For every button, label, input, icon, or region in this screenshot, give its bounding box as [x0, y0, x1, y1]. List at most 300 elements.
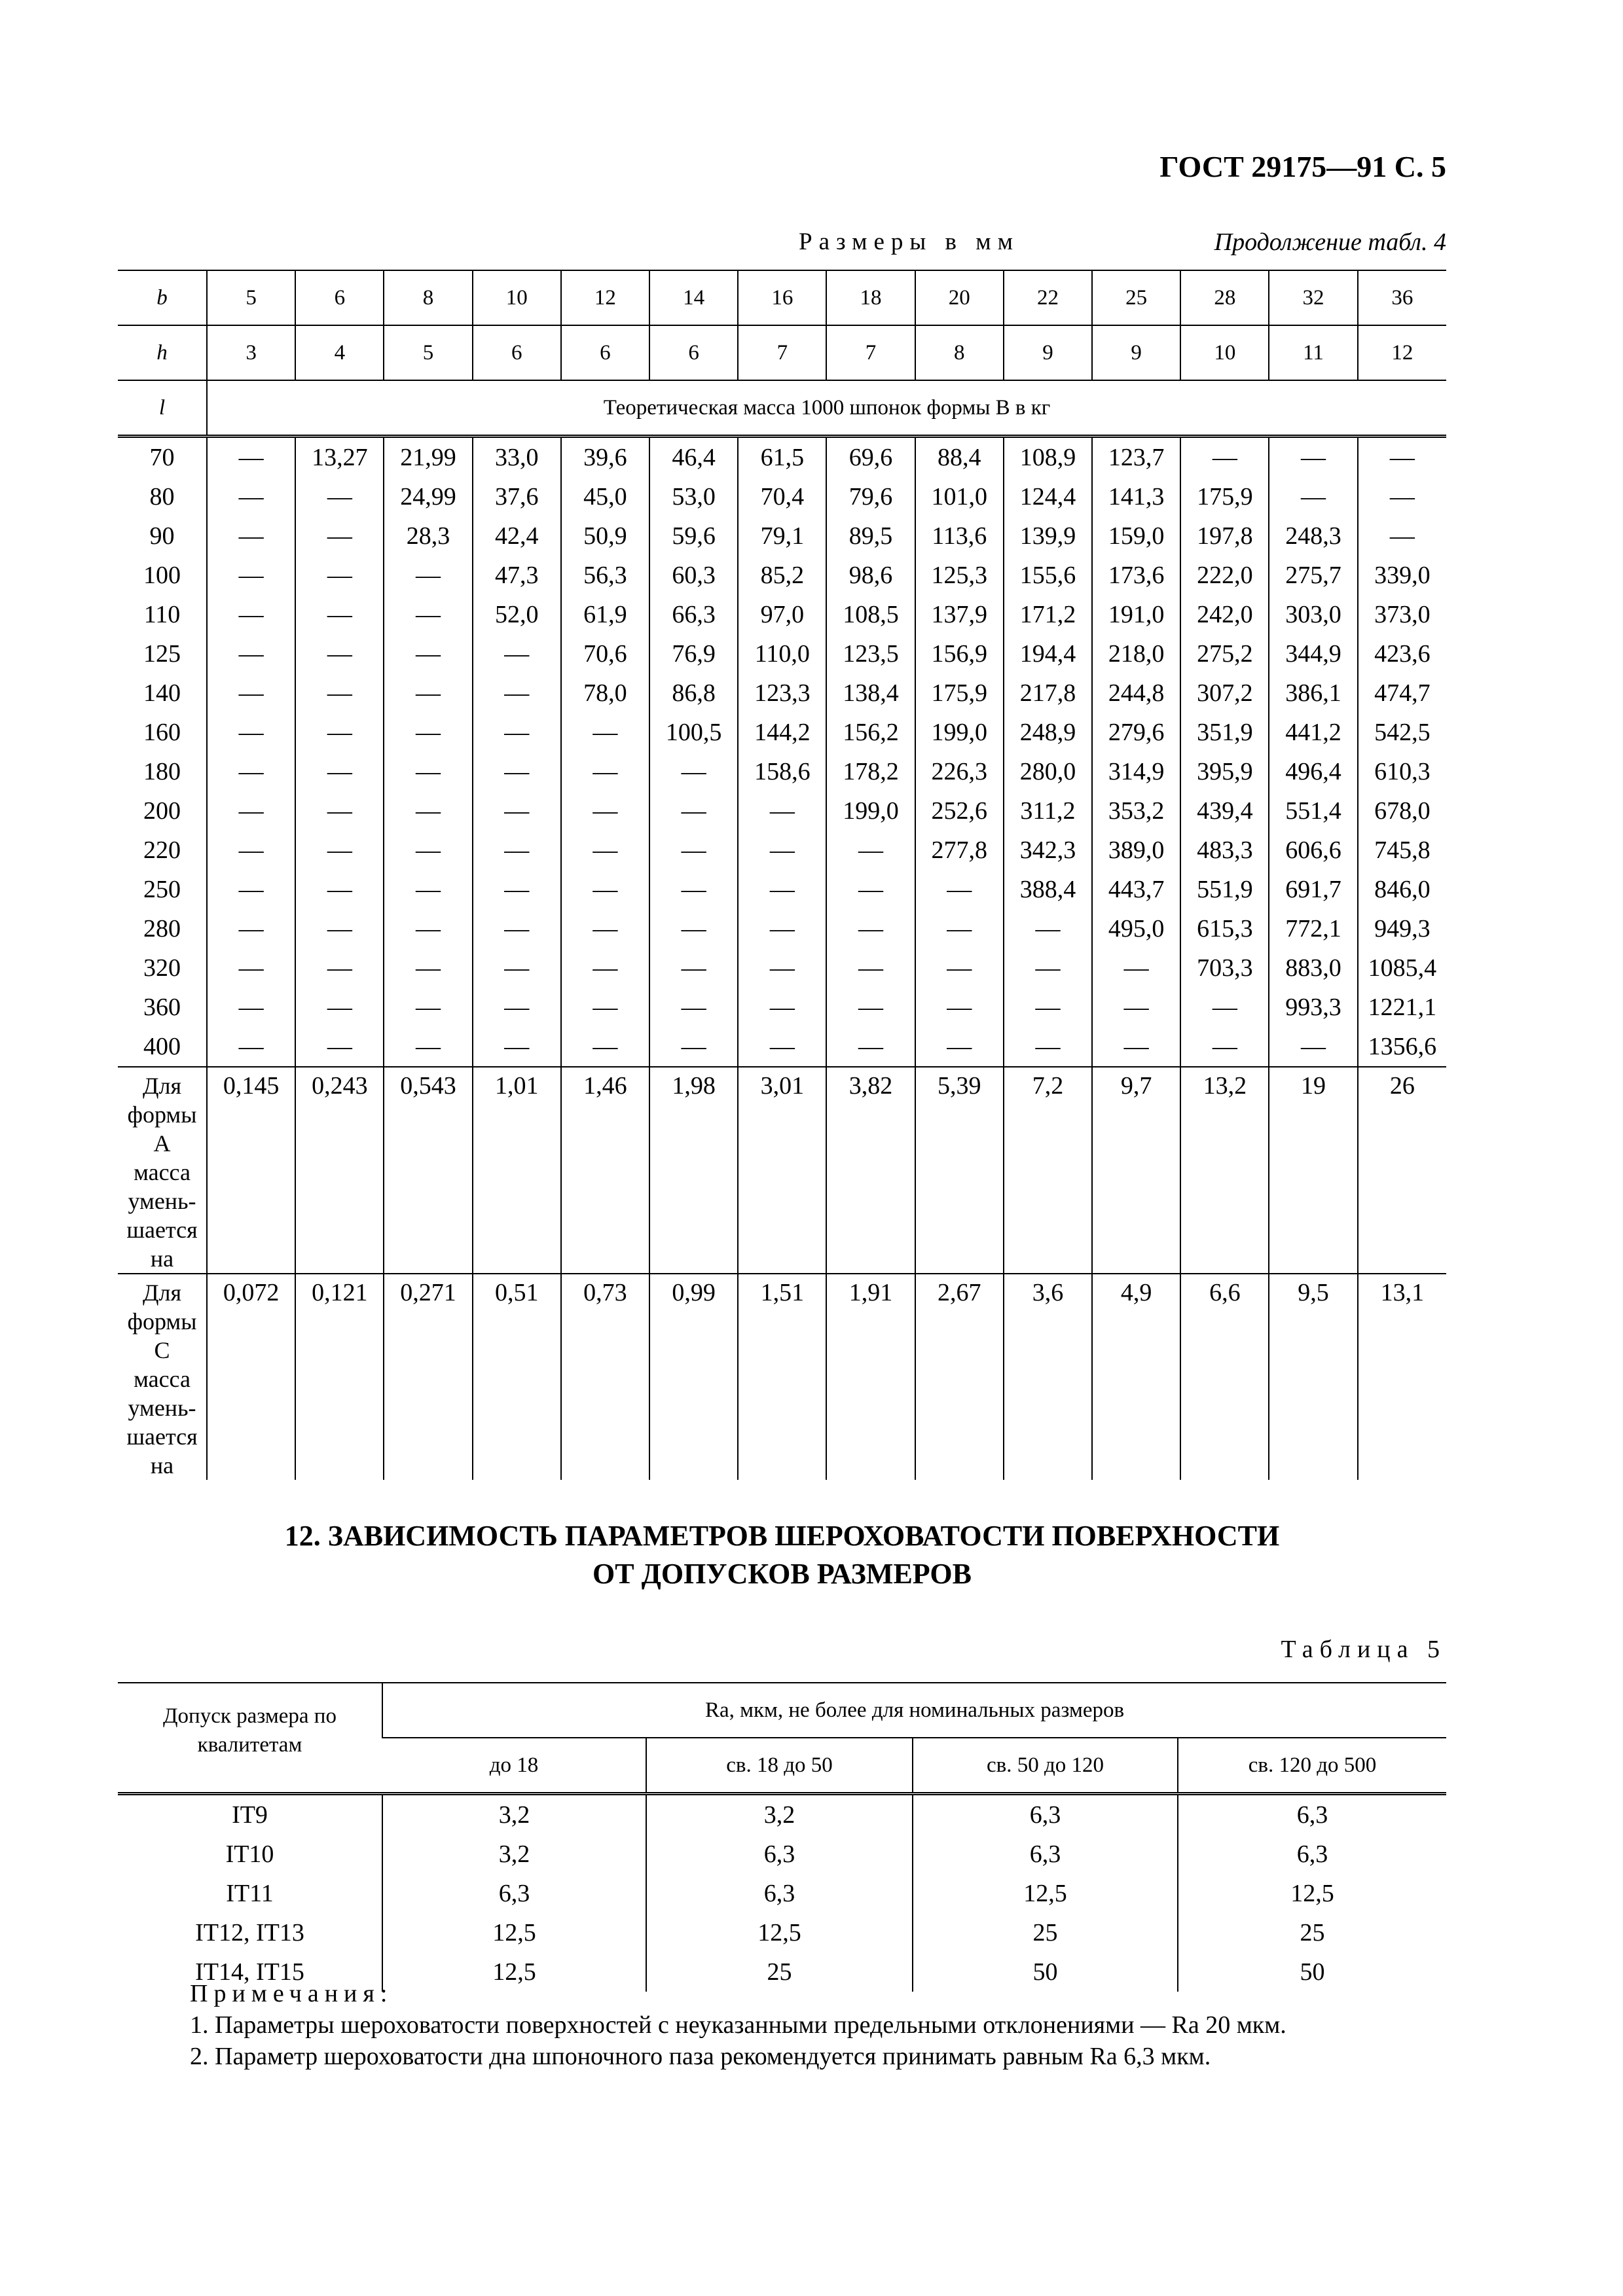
ra-value: 25 [646, 1952, 913, 1992]
h-value: 5 [384, 325, 472, 380]
mass-value: — [473, 988, 561, 1027]
l-value: 180 [143, 758, 181, 785]
mass-value: 389,0 [1092, 831, 1180, 870]
size-range-header: св. 18 до 50 [646, 1738, 913, 1794]
mass-value: — [826, 988, 915, 1027]
b-value: 12 [561, 270, 649, 325]
reduction-a-value: 13,2 [1180, 1067, 1269, 1274]
reduction-a-value: 1,98 [649, 1067, 738, 1274]
mass-value: 144,2 [738, 713, 826, 752]
mass-value: 13,27 [295, 437, 384, 478]
mass-value: 218,0 [1092, 634, 1180, 673]
table4-units: Размеры в мм [799, 228, 1020, 255]
ra-value: 50 [1178, 1952, 1446, 1992]
b-value: 18 [826, 270, 915, 325]
table-row [118, 595, 1446, 634]
mass-value: 351,9 [1180, 713, 1269, 752]
reduction-c-value: 13,1 [1358, 1274, 1446, 1480]
mass-value: 993,3 [1269, 988, 1357, 1027]
reduction-c-value: 0,51 [473, 1274, 561, 1480]
table4 [118, 270, 1446, 1480]
h-value: 6 [561, 325, 649, 380]
table4-body [118, 270, 1446, 1480]
mass-value: 606,6 [1269, 831, 1357, 870]
l-value: 140 [143, 679, 181, 707]
mass-value: — [561, 1027, 649, 1067]
mass-value: — [738, 988, 826, 1027]
mass-value: 101,0 [915, 477, 1004, 516]
tolerance-grade: IT11 [226, 1880, 274, 1907]
mass-value: — [649, 1027, 738, 1067]
mass-value: 303,0 [1269, 595, 1357, 634]
table4-continuation: Продолжение табл. 4 [1214, 228, 1446, 256]
mass-value: — [207, 477, 295, 516]
h-header-row [118, 325, 1446, 380]
section-title-line1: 12. ЗАВИСИМОСТЬ ПАРАМЕТРОВ ШЕРОХОВАТОСТИ ПОВЕРХНОСТИ [284, 1520, 1280, 1552]
mass-value: 158,6 [738, 752, 826, 791]
mass-value: — [473, 1027, 561, 1067]
table-row [118, 870, 1446, 909]
mass-value: — [295, 870, 384, 909]
mass-value: 314,9 [1092, 752, 1180, 791]
mass-value: — [561, 909, 649, 948]
mass-value: — [1358, 437, 1446, 478]
mass-value: — [473, 634, 561, 673]
mass-value: — [826, 948, 915, 988]
table-row [118, 713, 1446, 752]
mass-value: — [295, 752, 384, 791]
mass-value: 156,9 [915, 634, 1004, 673]
mass-value: 100,5 [649, 713, 738, 752]
mass-value: 159,0 [1092, 516, 1180, 556]
mass-value: 123,5 [826, 634, 915, 673]
l-value: 360 [143, 994, 181, 1021]
reduction-a-label: Для формы A масса умень- шается на [118, 1067, 207, 1274]
h-value: 8 [915, 325, 1004, 380]
mass-value: — [561, 948, 649, 988]
h-value: 7 [738, 325, 826, 380]
mass-value: — [649, 752, 738, 791]
mass-value: — [207, 595, 295, 634]
mass-title-row [118, 380, 1446, 437]
mass-value: — [915, 909, 1004, 948]
b-value: 25 [1092, 270, 1180, 325]
mass-value: — [473, 673, 561, 713]
ra-value: 25 [913, 1913, 1178, 1952]
mass-value: — [384, 713, 472, 752]
size-range-header: св. 120 до 500 [1178, 1738, 1446, 1794]
table-row [118, 988, 1446, 1027]
mass-value: — [826, 1027, 915, 1067]
reduction-c-value: 1,91 [826, 1274, 915, 1480]
table-row [118, 1874, 1446, 1913]
h-value: 10 [1180, 325, 1269, 380]
b-value: 14 [649, 270, 738, 325]
mass-value: — [649, 988, 738, 1027]
mass-value: 191,0 [1092, 595, 1180, 634]
b-value: 16 [738, 270, 826, 325]
mass-value: 173,6 [1092, 556, 1180, 595]
mass-value: 222,0 [1180, 556, 1269, 595]
mass-value: 125,3 [915, 556, 1004, 595]
mass-value: — [384, 595, 472, 634]
mass-value: — [384, 634, 472, 673]
mass-value: 883,0 [1269, 948, 1357, 988]
size-range-header: св. 50 до 120 [913, 1738, 1178, 1794]
note-2: 2. Параметр шероховатости дна шпоночного паза рекомендуется принимать равным Ra 6,3 мкм. [190, 2043, 1211, 2070]
mass-value: 50,9 [561, 516, 649, 556]
l-value: 125 [143, 640, 181, 668]
reduction-c-value: 9,5 [1269, 1274, 1357, 1480]
h-value: 11 [1269, 325, 1357, 380]
mass-value: — [207, 870, 295, 909]
mass-value: — [1180, 1027, 1269, 1067]
mass-value: 280,0 [1004, 752, 1092, 791]
table-row [118, 791, 1446, 831]
mass-value: — [738, 948, 826, 988]
mass-value: — [295, 595, 384, 634]
h-value: 9 [1092, 325, 1180, 380]
section-title-line2: ОТ ДОПУСКОВ РАЗМЕРОВ [593, 1558, 972, 1590]
table-row [118, 437, 1446, 478]
mass-value: — [1004, 988, 1092, 1027]
l-value: 80 [149, 483, 175, 511]
mass-value: 28,3 [384, 516, 472, 556]
mass-value: 79,6 [826, 477, 915, 516]
note-1: 1. Параметры шероховатости поверхностей с неуказанными предельными отклонениями — Ra 20 мкм. [190, 2011, 1286, 2039]
reduction-c-label: Для формы C масса умень- шается на [118, 1274, 207, 1480]
mass-value: — [649, 831, 738, 870]
mass-value: — [384, 831, 472, 870]
reduction-a-value: 0,243 [295, 1067, 384, 1274]
mass-value: — [207, 556, 295, 595]
mass-value: 42,4 [473, 516, 561, 556]
mass-value: — [649, 870, 738, 909]
b-value: 8 [384, 270, 472, 325]
mass-value: — [1092, 1027, 1180, 1067]
mass-value: 76,9 [649, 634, 738, 673]
b-value: 22 [1004, 270, 1092, 325]
l-value: 200 [143, 797, 181, 825]
mass-value: 141,3 [1092, 477, 1180, 516]
mass-value: — [473, 948, 561, 988]
mass-value: 61,9 [561, 595, 649, 634]
mass-value: — [915, 948, 1004, 988]
mass-value: — [738, 909, 826, 948]
mass-value: 37,6 [473, 477, 561, 516]
b-value: 10 [473, 270, 561, 325]
mass-value: 495,0 [1092, 909, 1180, 948]
mass-value: 610,3 [1358, 752, 1446, 791]
ra-value: 6,3 [382, 1874, 646, 1913]
mass-value: 88,4 [915, 437, 1004, 478]
table-row [118, 516, 1446, 556]
mass-value: 344,9 [1269, 634, 1357, 673]
mass-value: — [295, 477, 384, 516]
mass-value: 110,0 [738, 634, 826, 673]
mass-value: 178,2 [826, 752, 915, 791]
reduction-c-value: 0,73 [561, 1274, 649, 1480]
mass-value: 1221,1 [1358, 988, 1446, 1027]
table5-label: Таблица 5 [1281, 1636, 1446, 1663]
mass-value: — [1269, 1027, 1357, 1067]
ra-value: 3,2 [646, 1794, 913, 1835]
mass-value: — [561, 870, 649, 909]
mass-value: 97,0 [738, 595, 826, 634]
mass-value: 175,9 [915, 673, 1004, 713]
mass-value: — [561, 752, 649, 791]
mass-value: — [207, 752, 295, 791]
mass-value: 242,0 [1180, 595, 1269, 634]
mass-value: — [207, 713, 295, 752]
mass-value: 199,0 [826, 791, 915, 831]
mass-value: — [295, 1027, 384, 1067]
l-value: 110 [143, 601, 181, 628]
mass-title: Теоретическая масса 1000 шпонок формы В в кг [207, 380, 1446, 437]
mass-value: — [207, 948, 295, 988]
mass-value: 439,4 [1180, 791, 1269, 831]
ra-value: 6,3 [1178, 1794, 1446, 1835]
mass-value: 386,1 [1269, 673, 1357, 713]
mass-value: — [1269, 437, 1357, 478]
mass-value: — [915, 1027, 1004, 1067]
ra-value: 12,5 [646, 1913, 913, 1952]
mass-value: 275,2 [1180, 634, 1269, 673]
tolerance-grade: IT9 [232, 1801, 268, 1829]
mass-value: — [1180, 437, 1269, 478]
l-value: 90 [149, 522, 175, 550]
mass-value: — [1269, 477, 1357, 516]
mass-value: 108,9 [1004, 437, 1092, 478]
reduction-c-value: 6,6 [1180, 1274, 1269, 1480]
mass-value: 56,3 [561, 556, 649, 595]
reduction-a-value: 3,82 [826, 1067, 915, 1274]
reduction-c-value: 0,99 [649, 1274, 738, 1480]
mass-value: — [738, 870, 826, 909]
mass-value: 248,3 [1269, 516, 1357, 556]
mass-value: 199,0 [915, 713, 1004, 752]
mass-value: 373,0 [1358, 595, 1446, 634]
mass-value: 1356,6 [1358, 1027, 1446, 1067]
reduction-c-row [118, 1274, 1446, 1480]
table5 [118, 1682, 1446, 1992]
ra-value: 6,3 [1178, 1835, 1446, 1874]
mass-value: — [207, 634, 295, 673]
mass-value: 244,8 [1092, 673, 1180, 713]
mass-value: 113,6 [915, 516, 1004, 556]
mass-value: 53,0 [649, 477, 738, 516]
mass-value: 108,5 [826, 595, 915, 634]
mass-value: — [561, 713, 649, 752]
mass-value: — [473, 752, 561, 791]
mass-value: — [1358, 477, 1446, 516]
size-range-header: до 18 [382, 1738, 646, 1794]
reduction-a-value: 0,145 [207, 1067, 295, 1274]
mass-value: 226,3 [915, 752, 1004, 791]
notes-title: Примечания: [190, 1980, 393, 2007]
mass-value: — [826, 909, 915, 948]
tolerance-grade: IT12, IT13 [195, 1919, 304, 1946]
l-label: l [118, 380, 207, 437]
mass-value: 474,7 [1358, 673, 1446, 713]
mass-value: 124,4 [1004, 477, 1092, 516]
reduction-c-value: 2,67 [915, 1274, 1004, 1480]
mass-value: 703,3 [1180, 948, 1269, 988]
mass-value: — [1004, 1027, 1092, 1067]
mass-value: 275,7 [1269, 556, 1357, 595]
mass-value: — [1004, 909, 1092, 948]
b-value: 28 [1180, 270, 1269, 325]
mass-value: 70,6 [561, 634, 649, 673]
table-row [118, 1794, 1446, 1835]
mass-value: — [295, 516, 384, 556]
mass-value: — [826, 870, 915, 909]
mass-value: 551,4 [1269, 791, 1357, 831]
ra-value: 6,3 [913, 1794, 1178, 1835]
mass-value: 353,2 [1092, 791, 1180, 831]
mass-value: — [915, 870, 1004, 909]
table4-caption [118, 228, 1446, 260]
b-value: 6 [295, 270, 384, 325]
l-value: 280 [143, 915, 181, 942]
mass-value: 1085,4 [1358, 948, 1446, 988]
tolerance-grade: IT14, IT15 [195, 1958, 304, 1986]
ra-group-header: Ra, мкм, не более для номинальных размеров [382, 1683, 1446, 1738]
mass-value: — [295, 556, 384, 595]
mass-value: — [384, 988, 472, 1027]
h-value: 4 [295, 325, 384, 380]
mass-value: 70,4 [738, 477, 826, 516]
mass-value: 252,6 [915, 791, 1004, 831]
mass-value: — [384, 791, 472, 831]
b-value: 5 [207, 270, 295, 325]
mass-value: — [738, 831, 826, 870]
mass-value: — [649, 909, 738, 948]
reduction-c-value: 3,6 [1004, 1274, 1092, 1480]
table-row [118, 1835, 1446, 1874]
mass-value: 85,2 [738, 556, 826, 595]
mass-value: — [1358, 516, 1446, 556]
notes [190, 1978, 1286, 2072]
mass-value: 678,0 [1358, 791, 1446, 831]
mass-value: — [1092, 988, 1180, 1027]
table-row [118, 948, 1446, 988]
mass-value: 443,7 [1092, 870, 1180, 909]
mass-value: 61,5 [738, 437, 826, 478]
l-value: 400 [143, 1033, 181, 1060]
mass-value: — [473, 909, 561, 948]
reduction-a-value: 19 [1269, 1067, 1357, 1274]
mass-value: — [384, 673, 472, 713]
mass-value: 66,3 [649, 595, 738, 634]
ra-value: 6,3 [913, 1835, 1178, 1874]
table-row [118, 752, 1446, 791]
table-row [118, 1027, 1446, 1067]
l-value: 100 [143, 562, 181, 589]
mass-value: 52,0 [473, 595, 561, 634]
mass-value: 39,6 [561, 437, 649, 478]
mass-value: 691,7 [1269, 870, 1357, 909]
table5-body [118, 1683, 1446, 1992]
table-row [118, 634, 1446, 673]
reduction-c-value: 0,072 [207, 1274, 295, 1480]
mass-value: 388,4 [1004, 870, 1092, 909]
mass-value: 194,4 [1004, 634, 1092, 673]
mass-value: 21,99 [384, 437, 472, 478]
b-label: b [118, 270, 207, 325]
mass-value: — [384, 752, 472, 791]
mass-value: 137,9 [915, 595, 1004, 634]
ra-value: 12,5 [913, 1874, 1178, 1913]
mass-value: 156,2 [826, 713, 915, 752]
tolerance-header: Допуск размера по квалитетам [118, 1683, 382, 1794]
l-value: 160 [143, 719, 181, 746]
mass-value: — [561, 831, 649, 870]
ra-value: 50 [913, 1952, 1178, 1992]
mass-value: 33,0 [473, 437, 561, 478]
mass-value: — [561, 791, 649, 831]
mass-value: — [207, 831, 295, 870]
mass-value: — [826, 831, 915, 870]
table5-header-row [118, 1683, 1446, 1738]
mass-value: 339,0 [1358, 556, 1446, 595]
mass-value: — [384, 870, 472, 909]
reduction-a-value: 7,2 [1004, 1067, 1092, 1274]
h-value: 6 [649, 325, 738, 380]
mass-value: 342,3 [1004, 831, 1092, 870]
mass-value: 47,3 [473, 556, 561, 595]
b-value: 20 [915, 270, 1004, 325]
mass-value: — [207, 673, 295, 713]
mass-value: 311,2 [1004, 791, 1092, 831]
reduction-a-value: 26 [1358, 1067, 1446, 1274]
l-value: 70 [149, 444, 175, 471]
l-value: 250 [143, 876, 181, 903]
mass-value: 248,9 [1004, 713, 1092, 752]
mass-value: — [207, 516, 295, 556]
mass-value: 98,6 [826, 556, 915, 595]
mass-value: 277,8 [915, 831, 1004, 870]
mass-value: — [207, 988, 295, 1027]
mass-value: 60,3 [649, 556, 738, 595]
mass-value: — [1004, 948, 1092, 988]
h-value: 6 [473, 325, 561, 380]
tolerance-grade: IT10 [225, 1840, 274, 1868]
ra-value: 12,5 [1178, 1874, 1446, 1913]
reduction-a-value: 5,39 [915, 1067, 1004, 1274]
h-value: 3 [207, 325, 295, 380]
mass-value: 615,3 [1180, 909, 1269, 948]
mass-value: — [384, 948, 472, 988]
table-row [118, 556, 1446, 595]
mass-value: — [295, 831, 384, 870]
mass-value: — [207, 437, 295, 478]
table-row [118, 909, 1446, 948]
mass-value: — [384, 909, 472, 948]
reduction-a-value: 9,7 [1092, 1067, 1180, 1274]
mass-value: — [1180, 988, 1269, 1027]
mass-value: — [473, 831, 561, 870]
mass-value: — [295, 791, 384, 831]
mass-value: 441,2 [1269, 713, 1357, 752]
reduction-c-value: 0,121 [295, 1274, 384, 1480]
mass-value: — [207, 791, 295, 831]
mass-value: — [207, 1027, 295, 1067]
mass-value: 46,4 [649, 437, 738, 478]
ra-value: 12,5 [382, 1913, 646, 1952]
l-value: 320 [143, 954, 181, 982]
mass-value: 155,6 [1004, 556, 1092, 595]
